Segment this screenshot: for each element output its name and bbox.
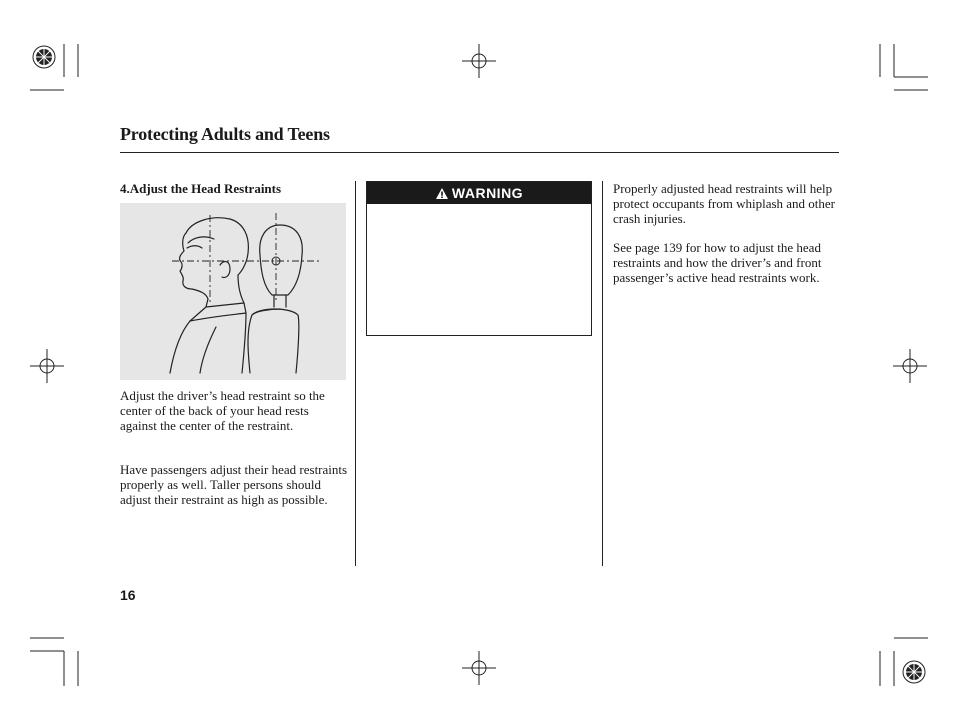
head-restraint-diagram-icon — [120, 203, 346, 380]
crosshair-left — [30, 349, 64, 383]
left-paragraph-1: Adjust the driver’s head restraint so the center of the back of your head rests against the center of the restraint. — [120, 388, 325, 433]
crosshair-top — [462, 44, 496, 78]
title-divider — [120, 152, 839, 153]
section-title: Protecting Adults and Teens — [120, 124, 330, 144]
warning-label: WARNING — [451, 185, 524, 201]
step-heading: 4.Adjust the Head Restraints — [120, 181, 282, 196]
crosshair-right — [893, 349, 927, 383]
page-number: 16 — [120, 587, 136, 603]
warning-header — [367, 182, 591, 204]
column-divider-right — [602, 181, 603, 566]
crosshair-bottom — [462, 651, 496, 685]
registration-target-bottom-right — [903, 661, 925, 683]
left-paragraph-2: Have passengers adjust their head restraints properly as well. Taller persons should adjust their restraint as high as possible. — [120, 462, 348, 507]
right-paragraph-2: See page 139 for how to adjust the head restraints and how the driver’s and front passenger’s active head restraints work. — [613, 240, 822, 285]
registration-target-top-left — [33, 46, 55, 68]
head-restraint-illustration — [120, 203, 346, 380]
warning-triangle-icon — [435, 187, 449, 200]
warning-box — [366, 181, 592, 336]
right-paragraph-1: Properly adjusted head restraints will help protect occupants from whiplash and other crash injuries. — [613, 181, 836, 226]
column-divider-left — [355, 181, 356, 566]
